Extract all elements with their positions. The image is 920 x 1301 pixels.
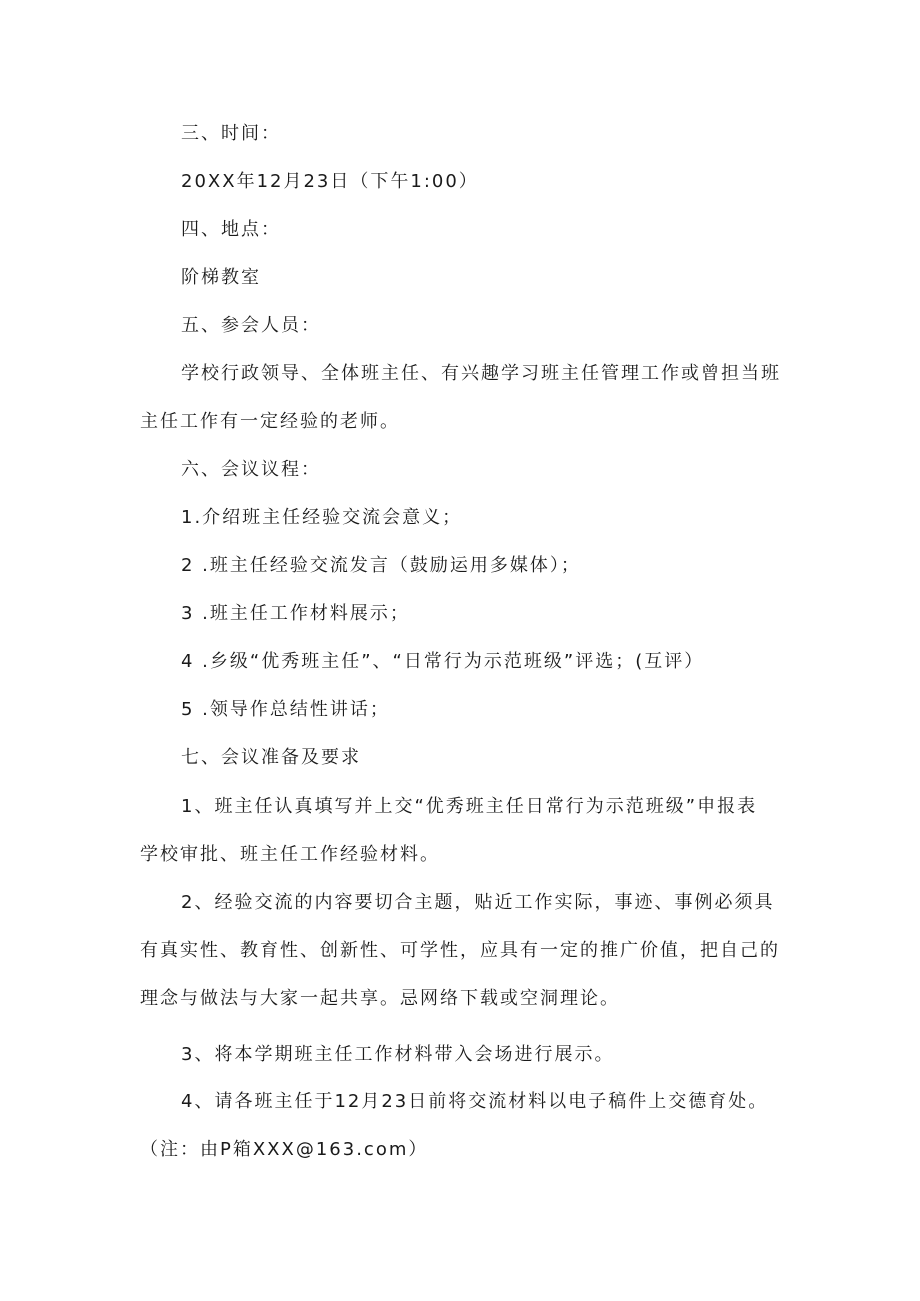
requirement-1-line2: 学校审批、班主任工作经验材料。: [140, 844, 440, 865]
section4-heading: 四、地点：: [181, 219, 281, 240]
section5-body-line2: 主任工作有一定经验的老师。: [140, 411, 400, 432]
agenda-item: 4 .乡级“优秀班主任”、“日常行为示范班级”评选；(互评）: [181, 651, 705, 672]
section3-body: 20XX年12月23日（下午1:00）: [181, 171, 479, 192]
section4-body: 阶梯教室: [181, 267, 261, 288]
requirement-2-line1: 2、经验交流的内容要切合主题，贴近工作实际，事迹、事例必须具: [181, 892, 775, 913]
requirement-1-line1: 1、班主任认真填写并上交“优秀班主任日常行为示范班级”申报表: [181, 796, 758, 817]
agenda-item: 2 .班主任经验交流发言（鼓励运用多媒体）；: [181, 555, 581, 576]
requirement-2-line2: 有真实性、教育性、创新性、可学性，应具有一定的推广价值，把自己的: [140, 940, 780, 961]
requirement-4-line1: 4、请各班主任于12月23日前将交流材料以电子稿件上交德育处。: [181, 1091, 769, 1112]
requirement-2-line3: 理念与做法与大家一起共享。忌网络下载或空洞理论。: [140, 988, 620, 1009]
agenda-item: 3 .班主任工作材料展示；: [181, 603, 410, 624]
section5-body-line1: 学校行政领导、全体班主任、有兴趣学习班主任管理工作或曾担当班: [181, 363, 781, 384]
section6-heading: 六、会议议程：: [181, 459, 321, 480]
requirement-4-line2: （注：由P箱XXX@163.com）: [140, 1139, 429, 1160]
section3-heading: 三、时间：: [181, 123, 281, 144]
section5-heading: 五、参会人员：: [181, 315, 321, 336]
requirement-3: 3、将本学期班主任工作材料带入会场进行展示。: [181, 1044, 615, 1065]
agenda-item: 5 .领导作总结性讲话；: [181, 699, 390, 720]
agenda-item: 1.介绍班主任经验交流会意义；: [181, 507, 463, 528]
section7-heading: 七、会议准备及要求: [181, 747, 361, 768]
